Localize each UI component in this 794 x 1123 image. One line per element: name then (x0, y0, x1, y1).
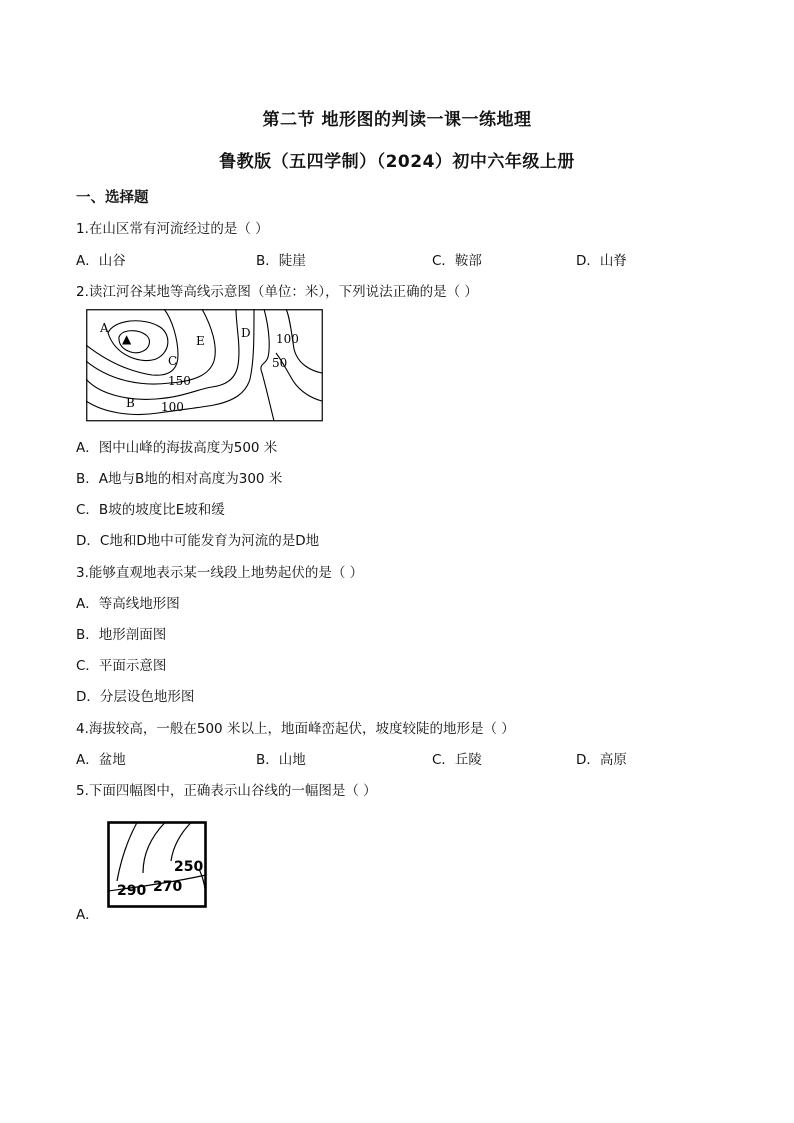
figure-label-e: E (196, 334, 205, 348)
document-title: 第二节 地形图的判读一课一练地理 (262, 110, 532, 130)
contour-ring-2 (108, 321, 168, 361)
contour-label-290: 290 (117, 883, 147, 899)
q3-option-c: C．平面示意图 (76, 658, 167, 674)
figure-label-c: C (168, 354, 178, 368)
q4-option-a: A．盆地 (76, 752, 126, 768)
contour-map-figure-q2 (86, 309, 323, 422)
contour-label-100-right: 100 (276, 332, 299, 346)
q2-option-d: D．C地和D地中可能发育为河流的是D地 (76, 533, 320, 549)
q4-option-b: B．山地 (256, 752, 306, 768)
q1-option-a: A．山谷 (76, 253, 126, 269)
question-3-stem: 3.能够直观地表示某一线段上地势起伏的是（ ） (76, 565, 364, 581)
contour-line-250 (171, 823, 191, 862)
q2-option-b: B．A地与B地的相对高度为300 米 (76, 471, 283, 487)
q2-option-c: C．B坡的坡度比E坡和缓 (76, 502, 225, 518)
contour-label-270: 270 (153, 879, 183, 895)
contour-label-100-left: 100 (161, 400, 184, 414)
question-4-stem: 4.海拔较高，一般在500 米以上，地面峰峦起伏，坡度较陡的地形是（ ） (76, 721, 515, 737)
contour-line-150a (86, 309, 178, 375)
question-1-stem: 1.在山区常有河流经过的是（ ） (76, 221, 269, 237)
q2-option-a: A．图中山峰的海拔高度为500 米 (76, 440, 278, 456)
contour-label-250: 250 (174, 859, 204, 875)
question-5-stem: 5.下面四幅图中，正确表示山谷线的一幅图是（ ） (76, 783, 377, 799)
peak-marker: ▲ (122, 332, 132, 346)
q3-option-a: A．等高线地形图 (76, 596, 180, 612)
q4-option-c: C．丘陵 (432, 752, 482, 768)
document-subtitle: 鲁教版（五四学制）（2024）初中六年级上册 (219, 152, 575, 172)
section-heading: 一、选择题 (76, 190, 149, 206)
figure-label-d: D (241, 326, 251, 340)
figure-label-a: A (100, 321, 109, 335)
contour-line-270 (143, 823, 165, 874)
q1-option-c: C．鞍部 (432, 253, 482, 269)
contour-figure-q5-a (107, 821, 208, 909)
q3-option-b: B．地形剖面图 (76, 627, 167, 643)
contour-line-290 (117, 823, 137, 882)
q3-option-d: D．分层设色地形图 (76, 689, 195, 705)
question-2-stem: 2.读江河谷某地等高线示意图（单位：米），下列说法正确的是（ ） (76, 284, 478, 300)
q1-option-b: B．陡崖 (256, 253, 306, 269)
figure-label-b: B (126, 396, 135, 410)
contour-label-150: 150 (168, 374, 191, 388)
q1-option-d: D．山脊 (576, 253, 627, 269)
q5-option-a: A． (76, 907, 99, 923)
contour-label-50: 50 (272, 356, 288, 370)
q4-option-d: D．高原 (576, 752, 627, 768)
